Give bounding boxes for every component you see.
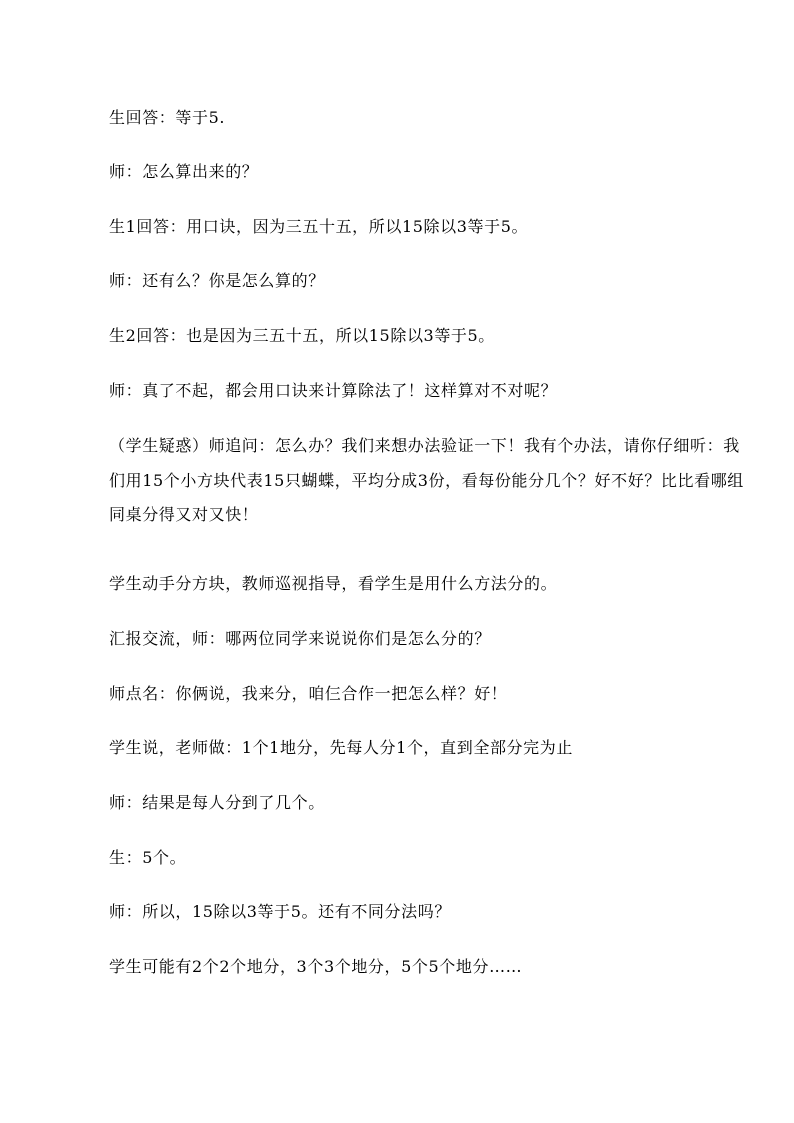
paragraph: 生回答：等于5. <box>109 108 226 127</box>
paragraph: 学生说，老师做：1个1地分，先每人分1个，直到全部分完为止 <box>109 738 573 757</box>
paragraph: 师：真了不起，都会用口诀来计算除法了！这样算对不对呢？ <box>109 381 558 400</box>
paragraph-multiline: （学生疑惑）师追问：怎么办？我们来想办法验证一下！我有个办法，请你仔细听：我们用15个小方块代表15只蝴蝶，平均分成3份，看每份能分几个？好不好？比比看哪组同桌分得又对又快！ <box>109 436 744 524</box>
paragraph: 师：还有么？你是怎么算的？ <box>109 271 325 290</box>
paragraph: 学生动手分方块，教师巡视指导，看学生是用什么方法分的。 <box>109 574 558 593</box>
paragraph: 生2回答：也是因为三五十五，所以15除以3等于5。 <box>109 326 495 345</box>
paragraph: 汇报交流，师：哪两位同学来说说你们是怎么分的？ <box>109 629 491 648</box>
paragraph: 生：5个。 <box>109 848 187 867</box>
paragraph: 师点名：你俩说，我来分，咱仨合作一把怎么样？好！ <box>109 684 508 703</box>
paragraph: 学生可能有2个2个地分，3个3个地分，5个5个地分…… <box>109 957 523 976</box>
paragraph: 师：怎么算出来的？ <box>109 162 259 181</box>
paragraph: 师：结果是每人分到了几个。 <box>109 793 325 812</box>
paragraph: 生1回答：用口诀，因为三五十五，所以15除以3等于5。 <box>109 217 529 236</box>
paragraph: 师：所以，15除以3等于5。还有不同分法吗？ <box>109 902 451 921</box>
